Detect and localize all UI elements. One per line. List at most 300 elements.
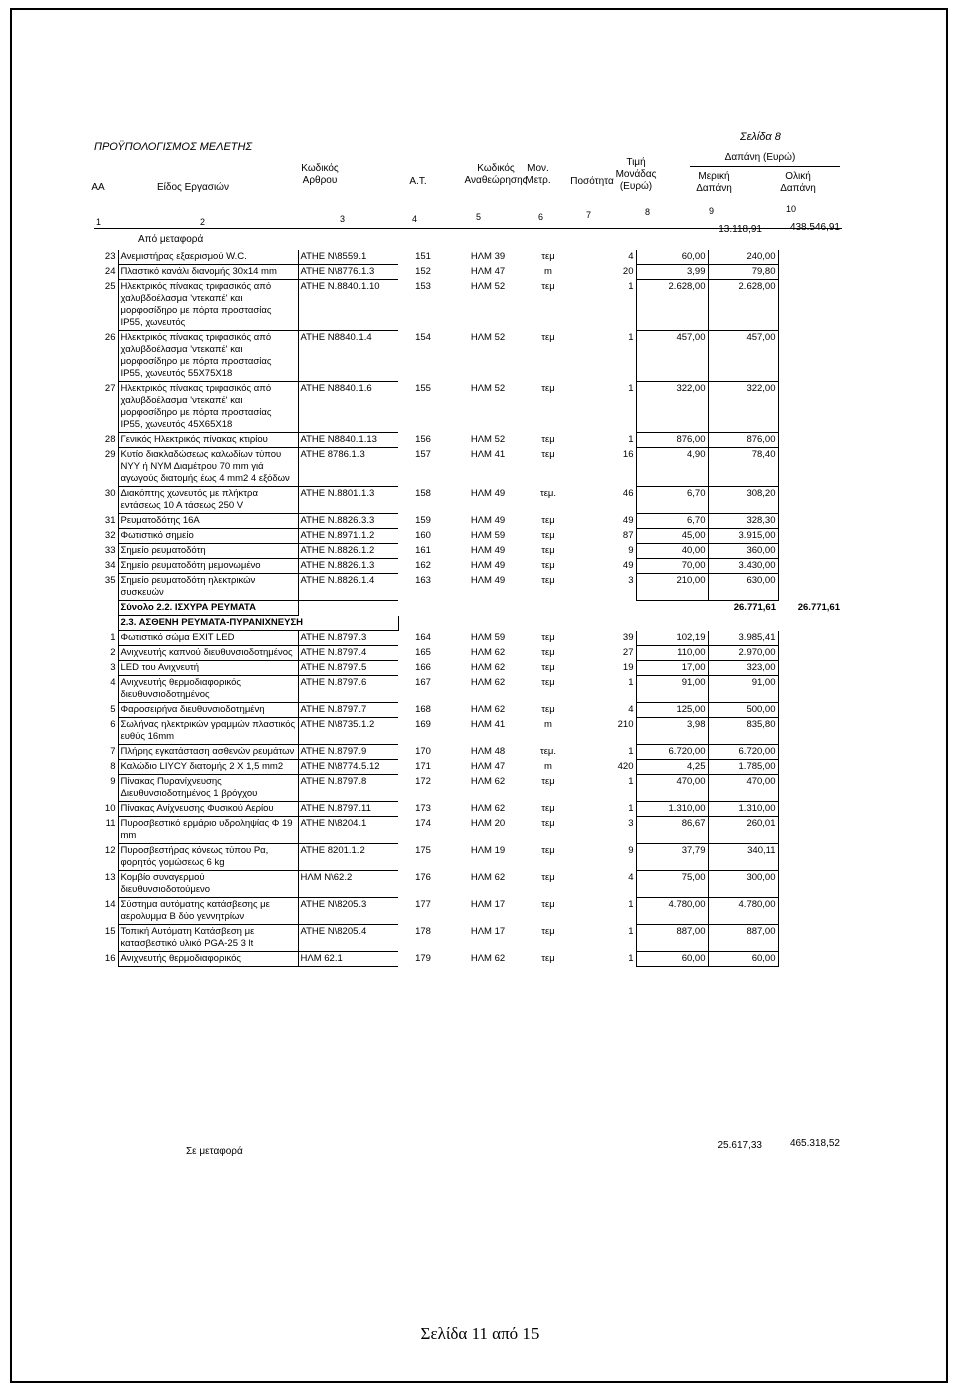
row-article-code: ΑΤΗΕ Ν8840.1.4	[298, 331, 398, 382]
row-at: 179	[415, 952, 431, 964]
table-row	[96, 718, 842, 745]
row-article-code: ΑΤΗΕ Ν\8735.1.2	[298, 718, 398, 745]
row-number: 23	[104, 251, 116, 262]
row-article-code: ΑΤΗΕ Ν\8774.5.12	[298, 760, 398, 775]
row-unit: τεμ	[541, 382, 555, 394]
row-quantity: 1	[628, 802, 634, 814]
row-review-code: ΗΛΜ 49	[470, 514, 506, 526]
row-unit-price: 37,79	[636, 844, 708, 871]
header-review-code: Κωδικός Αναθεώρησης	[464, 163, 528, 186]
row-unit: τεμ	[541, 925, 555, 937]
row-at: 170	[415, 745, 431, 757]
row-quantity: 39	[622, 631, 634, 643]
col-number: 5	[476, 212, 482, 222]
row-unit-price: 4.780,00	[636, 898, 708, 925]
row-unit-price: 60,00	[636, 250, 708, 265]
row-article-code: ΑΤΗΕ Ν.8797.6	[298, 676, 398, 703]
row-partial-cost: 6.720,00	[708, 745, 778, 760]
row-article-code: ΑΤΗΕ Ν\8204.1	[298, 817, 398, 844]
row-at: 169	[415, 718, 431, 730]
row-unit: τεμ	[541, 331, 555, 343]
row-review-code: ΗΛΜ 17	[470, 898, 506, 910]
row-total-cost	[778, 871, 842, 898]
row-unit-price: 3,98	[636, 718, 708, 745]
row-total-cost	[778, 514, 842, 529]
row-unit: τεμ	[541, 529, 555, 541]
row-partial-cost: 78,40	[708, 448, 778, 487]
row-partial-cost: 500,00	[708, 703, 778, 718]
col-number: 10	[786, 204, 797, 214]
row-unit: τεμ	[541, 646, 555, 658]
row-total-cost	[778, 559, 842, 574]
row-quantity: 1	[628, 925, 634, 937]
row-partial-cost: 3.430,00	[708, 559, 778, 574]
table-row	[96, 514, 842, 529]
document-title: ΠΡΟΫΠΟΛΟΓΙΣΜΟΣ ΜΕΛΕΤΗΣ	[94, 141, 253, 153]
row-description: Ανιχνευτής θερμοδιαφορικός	[118, 952, 298, 967]
row-number: 13	[104, 871, 116, 883]
row-unit: τεμ	[541, 559, 555, 571]
row-partial-cost: 457,00	[708, 331, 778, 382]
row-total-cost	[778, 487, 842, 514]
row-unit-price: 102,19	[636, 631, 708, 646]
subtotal-total: 26.771,61	[797, 601, 840, 613]
table-row	[96, 250, 842, 265]
row-description: Σημείο ρευματοδότη μεμονωμένο	[118, 559, 298, 574]
row-number: 1	[110, 631, 116, 643]
row-unit-price: 17,00	[636, 661, 708, 676]
row-description: Γενικός Ηλεκτρικός πίνακας κτιρίου	[118, 433, 298, 448]
row-unit: τεμ	[541, 952, 555, 964]
row-unit-price: 125,00	[636, 703, 708, 718]
row-quantity: 49	[622, 514, 634, 526]
row-partial-cost: 240,00	[708, 250, 778, 265]
row-total-cost	[778, 802, 842, 817]
row-review-code: ΗΛΜ 59	[470, 631, 506, 643]
row-unit-price: 6,70	[636, 514, 708, 529]
subtotal-body	[96, 601, 842, 631]
row-unit: τεμ	[541, 703, 555, 715]
row-number: 2	[110, 646, 116, 658]
row-unit-price: 457,00	[636, 331, 708, 382]
row-unit-price: 876,00	[636, 433, 708, 448]
row-number: 3	[110, 661, 116, 673]
row-number: 26	[104, 331, 116, 343]
row-review-code: ΗΛΜ 39	[470, 251, 506, 262]
row-review-code: ΗΛΜ 52	[470, 280, 506, 292]
row-at: 155	[415, 382, 431, 394]
row-unit: τεμ.	[539, 745, 557, 757]
row-partial-cost: 3.985,41	[708, 631, 778, 646]
row-total-cost	[778, 448, 842, 487]
row-number: 8	[110, 760, 116, 772]
row-partial-cost: 876,00	[708, 433, 778, 448]
row-quantity: 1	[628, 676, 634, 688]
row-quantity: 1	[628, 745, 634, 757]
row-number: 28	[104, 433, 116, 445]
row-article-code: ΑΤΗΕ Ν.8797.3	[298, 631, 398, 646]
row-at: 161	[415, 544, 431, 556]
table-row	[96, 661, 842, 676]
row-at: 167	[415, 676, 431, 688]
carry-out-partial: 25.617,33	[717, 1140, 762, 1151]
row-partial-cost: 630,00	[708, 574, 778, 601]
subtotal-row	[96, 601, 842, 616]
row-unit-price: 470,00	[636, 775, 708, 802]
row-review-code: ΗΛΜ 62	[470, 661, 506, 673]
table-body-section-2-2	[96, 250, 842, 601]
row-quantity: 27	[622, 646, 634, 658]
page-number-corner: Σελίδα 8	[740, 131, 781, 143]
row-partial-cost: 91,00	[708, 676, 778, 703]
row-at: 165	[415, 646, 431, 658]
row-partial-cost: 79,80	[708, 265, 778, 280]
row-description: Σημείο ρευματοδότη ηλεκτρικών συσκευών	[118, 574, 298, 601]
row-at: 157	[415, 448, 431, 460]
row-number: 12	[104, 844, 116, 856]
row-total-cost	[778, 718, 842, 745]
col-number: 9	[709, 206, 715, 216]
row-description: Κομβίο συναγερμού διευθυνσιοδοτούμενο	[118, 871, 298, 898]
row-description: Ηλεκτρικός πίνακας τριφασικός από χαλυβδοέλασμα 'ντεκαπέ' και μορφοσίδηρο με πόρτα προστασίας IP55, χωνευτός 55X75X18	[118, 331, 298, 382]
col-number: 1	[96, 217, 102, 227]
row-review-code: ΗΛΜ 62	[470, 703, 506, 715]
row-description: Πίνακας Ανίχνευσης Φυσικού Αερίου	[118, 802, 298, 817]
row-article-code: ΑΤΗΕ Ν.8826.1.2	[298, 544, 398, 559]
carry-in-partial: 13.118,91	[718, 224, 762, 235]
row-review-code: ΗΛΜ 47	[470, 760, 506, 772]
row-unit-price: 70,00	[636, 559, 708, 574]
row-unit-price: 2.628,00	[636, 280, 708, 331]
row-review-code: ΗΛΜ 17	[470, 925, 506, 937]
row-number: 24	[104, 265, 116, 277]
row-unit-price: 4,90	[636, 448, 708, 487]
row-unit: τεμ	[541, 898, 555, 910]
row-quantity: 1	[628, 433, 634, 445]
row-quantity: 49	[622, 559, 634, 571]
row-quantity: 4	[628, 871, 634, 883]
row-at: 176	[415, 871, 431, 883]
row-total-cost	[778, 433, 842, 448]
row-quantity: 9	[628, 844, 634, 856]
row-at: 162	[415, 559, 431, 571]
row-quantity: 1	[628, 280, 634, 292]
row-total-cost	[778, 382, 842, 433]
row-article-code: ΑΤΗΕ Ν8840.1.6	[298, 382, 398, 433]
row-unit: τεμ	[541, 514, 555, 526]
row-description: Κυτίο διακλαδώσεως καλωδίων τύπου ΝΥΥ ή ΝΥΜ Διαμέτρου 70 mm γιά αγωγούς διατομής έως 4 mm2 4 εξόδων	[118, 448, 298, 487]
row-partial-cost: 1.310,00	[708, 802, 778, 817]
table-row	[96, 676, 842, 703]
row-description: Πίνακας Πυρανίχνευσης Διευθυνσιοδοτημένος 1 βρόγχου	[118, 775, 298, 802]
table-row	[96, 544, 842, 559]
table-row	[96, 331, 842, 382]
table-row	[96, 871, 842, 898]
col-number: 3	[340, 214, 346, 224]
row-unit: m	[544, 760, 552, 772]
table-row	[96, 703, 842, 718]
row-at: 175	[415, 844, 431, 856]
row-number: 29	[104, 448, 116, 460]
row-partial-cost: 308,20	[708, 487, 778, 514]
row-quantity: 87	[622, 529, 634, 541]
header-unit: Μον. Μετρ.	[525, 163, 551, 186]
row-review-code: ΗΛΜ 52	[470, 331, 506, 343]
row-article-code: ΑΤΗΕ 8201.1.2	[298, 844, 398, 871]
row-at: 163	[415, 574, 431, 586]
row-partial-cost: 300,00	[708, 871, 778, 898]
carry-in-total: 438.546,91	[789, 222, 840, 233]
page-footer: Σελίδα 11 από 15	[420, 1324, 540, 1343]
row-number: 27	[104, 382, 116, 394]
row-at: 156	[415, 433, 431, 445]
row-total-cost	[778, 844, 842, 871]
table-row	[96, 265, 842, 280]
row-total-cost	[778, 631, 842, 646]
row-unit: τεμ	[541, 251, 555, 262]
row-at: 178	[415, 925, 431, 937]
row-description: Ανιχνευτής θερμοδιαφορικός διευθυνσιοδοτημένος	[118, 676, 298, 703]
header-total-cost: Ολική Δαπάνη	[780, 171, 816, 194]
row-description: Ηλεκτρικός πίνακας τριφασικός από χαλυβδοέλασμα 'ντεκαπέ' και μορφοσίδηρο με πόρτα προστασίας IP55, χωνευτός 45X65X18	[118, 382, 298, 433]
row-partial-cost: 260,01	[708, 817, 778, 844]
row-article-code: ΑΤΗΕ Ν\8776.1.3	[298, 265, 398, 280]
row-article-code: ΑΤΗΕ Ν.8797.5	[298, 661, 398, 676]
row-at: 152	[415, 265, 431, 277]
budget-table	[96, 250, 842, 967]
row-quantity: 3	[628, 817, 634, 829]
row-article-code: ΑΤΗΕ Ν.8826.1.4	[298, 574, 398, 601]
row-at: 168	[415, 703, 431, 715]
row-quantity: 420	[617, 760, 634, 772]
row-at: 153	[415, 280, 431, 292]
row-unit: m	[544, 718, 552, 730]
row-unit-price: 322,00	[636, 382, 708, 433]
row-unit-price: 45,00	[636, 529, 708, 544]
row-at: 164	[415, 631, 431, 643]
row-unit: τεμ.	[539, 487, 557, 499]
row-partial-cost: 323,00	[708, 661, 778, 676]
row-number: 4	[110, 676, 116, 688]
row-unit-price: 1.310,00	[636, 802, 708, 817]
row-number: 33	[104, 544, 116, 556]
row-total-cost	[778, 817, 842, 844]
row-review-code: ΗΛΜ 49	[470, 544, 506, 556]
row-description: Σωλήνας ηλεκτρικών γραμμών πλαστικός ευθύς 16mm	[118, 718, 298, 745]
row-unit: τεμ	[541, 661, 555, 673]
header-partial-cost: Μερική Δαπάνη	[696, 171, 732, 194]
row-article-code: ΑΤΗΕ Ν8840.1.13	[298, 433, 398, 448]
row-description: Ρευματοδότης 16Α	[118, 514, 298, 529]
row-review-code: ΗΛΜ 62	[470, 775, 506, 787]
row-quantity: 3	[628, 574, 634, 586]
row-quantity: 1	[628, 898, 634, 910]
row-at: 154	[415, 331, 431, 343]
carry-in-label: Από μεταφορά	[138, 234, 204, 245]
table-row	[96, 487, 842, 514]
table-row	[96, 559, 842, 574]
row-total-cost	[778, 331, 842, 382]
table-row	[96, 802, 842, 817]
row-partial-cost: 340,11	[708, 844, 778, 871]
table-row	[96, 529, 842, 544]
row-partial-cost: 2.628,00	[708, 280, 778, 331]
row-number: 14	[104, 898, 116, 910]
row-review-code: ΗΛΜ 47	[470, 265, 506, 277]
row-number: 16	[104, 952, 116, 964]
row-unit-price: 110,00	[636, 646, 708, 661]
header-cost: Δαπάνη (Ευρώ)	[724, 152, 796, 163]
carry-out-label: Σε μεταφορά	[186, 1146, 243, 1157]
table-row	[96, 844, 842, 871]
row-description: Φωτιστικό σώμα EXIT LED	[118, 631, 298, 646]
row-article-code: ΑΤΗΕ Ν.8797.9	[298, 745, 398, 760]
row-description: Ηλεκτρικός πίνακας τριφασικός από χαλυβδοέλασμα 'ντεκαπέ' και μορφοσίδηρο με πόρτα προστασίας IP55, χωνευτός	[118, 280, 298, 331]
row-unit: τεμ	[541, 802, 555, 814]
row-description: Τοπική Αυτόματη Κατάσβεση με κατασβεστικό υλικό PGA-25 3 lt	[118, 925, 298, 952]
row-description: LED του Ανιχνευτή	[118, 661, 298, 676]
row-partial-cost: 328,30	[708, 514, 778, 529]
row-quantity: 9	[628, 544, 634, 556]
row-unit: τεμ	[541, 817, 555, 829]
row-at: 160	[415, 529, 431, 541]
row-total-cost	[778, 760, 842, 775]
row-unit-price: 40,00	[636, 544, 708, 559]
row-unit: τεμ	[541, 280, 555, 292]
row-total-cost	[778, 280, 842, 331]
row-quantity: 19	[622, 661, 634, 673]
col-number: 8	[645, 207, 651, 217]
table-row	[96, 574, 842, 601]
subtotal-partial: 26.771,61	[733, 602, 776, 613]
row-review-code: ΗΛΜ 20	[470, 817, 506, 829]
carry-out-total: 465.318,52	[789, 1138, 840, 1149]
row-total-cost	[778, 661, 842, 676]
row-at: 177	[415, 898, 431, 910]
row-partial-cost: 60,00	[708, 952, 778, 967]
table-row	[96, 925, 842, 952]
table-row	[96, 817, 842, 844]
header-aa: ΑΑ	[91, 182, 105, 193]
row-unit-price: 91,00	[636, 676, 708, 703]
table-row	[96, 745, 842, 760]
row-partial-cost: 470,00	[708, 775, 778, 802]
row-partial-cost: 360,00	[708, 544, 778, 559]
row-article-code: ΑΤΗΕ Ν.8971.1.2	[298, 529, 398, 544]
header-work-type: Είδος Εργασιών	[157, 182, 229, 193]
row-total-cost	[778, 250, 842, 265]
col-number: 4	[412, 214, 418, 224]
row-quantity: 1	[628, 382, 634, 394]
row-quantity: 4	[628, 251, 634, 262]
row-quantity: 4	[628, 703, 634, 715]
row-total-cost	[778, 925, 842, 952]
row-quantity: 1	[628, 952, 634, 964]
row-description: Ανεμιστήρας εξαερισμού W.C.	[118, 250, 298, 265]
row-description: Σημείο ρευματοδότη	[118, 544, 298, 559]
header-article-code: Κωδικός Αρθρου	[301, 163, 339, 186]
row-unit-price: 75,00	[636, 871, 708, 898]
row-article-code: ΑΤΗΕ Ν.8826.3.3	[298, 514, 398, 529]
row-number: 35	[104, 574, 116, 586]
row-partial-cost: 887,00	[708, 925, 778, 952]
row-review-code: ΗΛΜ 62	[470, 676, 506, 688]
section-title: 2.3. ΑΣΘΕΝΗ ΡΕΥΜΑΤΑ-ΠΥΡΑΝΙΧΝΕΥΣΗ	[118, 616, 398, 631]
row-article-code: ΑΤΗΕ Ν.8797.11	[298, 802, 398, 817]
row-article-code: ΑΤΗΕ Ν.8797.7	[298, 703, 398, 718]
table-row	[96, 898, 842, 925]
row-quantity: 1	[628, 331, 634, 343]
row-description: Ανιχνευτής καπνού διευθυνσιοδοτημένος	[118, 646, 298, 661]
row-number: 7	[110, 745, 116, 757]
table-row	[96, 646, 842, 661]
section-title-row	[96, 616, 842, 631]
row-review-code: ΗΛΜ 59	[470, 529, 506, 541]
row-article-code: ΑΤΗΕ Ν.8826.1.3	[298, 559, 398, 574]
row-description: Διακόπτης χωνευτός με πλήκτρα εντάσεως 10 Α τάσεως 250 V	[118, 487, 298, 514]
row-description: Καλώδιο LIYCY διατομής 2 Χ 1,5 mm2	[118, 760, 298, 775]
row-article-code: ΑΤΗΕ Ν\8205.3	[298, 898, 398, 925]
row-unit: τεμ	[541, 631, 555, 643]
row-article-code: ΑΤΗΕ Ν\8205.4	[298, 925, 398, 952]
row-unit-price: 210,00	[636, 574, 708, 601]
row-at: 166	[415, 661, 431, 673]
header-quantity: Ποσότητα	[570, 176, 614, 187]
table-row	[96, 631, 842, 646]
row-article-code: ΑΤΗΕ Ν.8797.4	[298, 646, 398, 661]
row-review-code: ΗΛΜ 52	[470, 433, 506, 445]
row-total-cost	[778, 775, 842, 802]
row-description: Φαροσειρήνα διευθυνσιοδοτημένη	[118, 703, 298, 718]
row-number: 11	[105, 817, 116, 829]
row-description: Πυροσβεστικό ερμάριο υδροληψίας Φ 19 mm	[118, 817, 298, 844]
table-row	[96, 382, 842, 433]
row-review-code: ΗΛΜ 62	[470, 871, 506, 883]
row-partial-cost: 322,00	[708, 382, 778, 433]
row-number: 34	[104, 559, 116, 571]
header-at: Α.Τ.	[409, 176, 427, 187]
header-unit-price: Τιμή Μονάδας (Ευρώ)	[615, 157, 657, 192]
row-total-cost	[778, 265, 842, 280]
subtotal-label: Σύνολο 2.2. ΙΣΧΥΡΑ ΡΕΥΜΑΤΑ	[118, 601, 298, 616]
row-number: 15	[104, 925, 116, 937]
row-total-cost	[778, 952, 842, 967]
table-body-section-2-3	[96, 631, 842, 967]
row-at: 174	[415, 817, 431, 829]
row-description: Πλαστικό κανάλι διανομής 30x14 mm	[118, 265, 298, 280]
table-row	[96, 760, 842, 775]
row-article-code: ΑΤΗΕ Ν.8840.1.10	[298, 280, 398, 331]
row-at: 172	[415, 775, 431, 787]
row-number: 25	[104, 280, 116, 292]
row-article-code: ΑΤΗΕ 8786.1.3	[298, 448, 398, 487]
row-article-code: ΗΛΜ Ν\62.2	[298, 871, 398, 898]
row-article-code: ΑΤΗΕ Ν.8801.1.3	[298, 487, 398, 514]
row-unit: τεμ	[541, 775, 555, 787]
row-quantity: 20	[622, 265, 634, 277]
row-unit: τεμ	[541, 844, 555, 856]
col-number: 6	[538, 212, 544, 222]
row-unit: τεμ	[541, 574, 555, 586]
row-quantity: 46	[622, 487, 634, 499]
row-article-code: ΑΤΗΕ Ν\8559.1	[298, 250, 398, 265]
row-unit: m	[544, 265, 552, 277]
table-row	[96, 280, 842, 331]
row-description: Πυροσβεστήρας κόνεως τύπου Ρα, φορητός γομώσεως 6 kg	[118, 844, 298, 871]
row-number: 10	[104, 802, 116, 814]
row-partial-cost: 4.780,00	[708, 898, 778, 925]
row-unit-price: 6,70	[636, 487, 708, 514]
